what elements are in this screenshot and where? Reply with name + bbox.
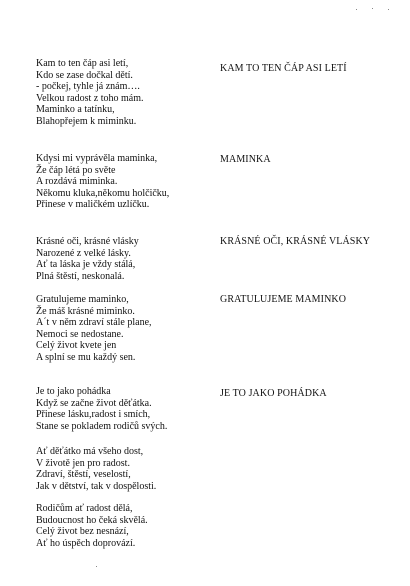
poem-line: Přinese v maličkém uzlíčku. (36, 199, 150, 211)
poem-line: Gratulujeme maminko, (36, 294, 129, 305)
poem-heading-gratulujeme: GRATULUJEME MAMINKO (220, 294, 347, 305)
poem-heading-je-to-jako-pohadka: JE TO JAKO POHÁDKA (220, 388, 327, 399)
poem-line: - počkej, tyhle já znám…. (36, 81, 140, 93)
poem-krasne-oci (36, 236, 211, 282)
scan-speck (96, 566, 97, 567)
poem-line: Nemoci se nedostane. (36, 328, 124, 340)
poem-line: Kdo se zase dočkal dětí. (36, 69, 133, 81)
poem-line: Když se začne život děťátka. (36, 397, 152, 409)
poem-line: Plná štěstí, neskonalá. (36, 270, 125, 282)
scan-speck (388, 9, 389, 10)
poem-line: Budoucnost ho čeká skvělá. (36, 514, 148, 526)
scan-speck (372, 8, 373, 9)
poem-line: Blahopřejem k miminku. (36, 115, 137, 127)
poem-line: Velkou radost z toho mám. (36, 92, 144, 104)
poem-line: Jak v dětství, tak v dospělosti. (36, 480, 157, 492)
poem-line: Celý život kvete jen (36, 340, 117, 352)
poem-at-detatko (36, 446, 211, 492)
poem-line: A splní se mu každý sen. (36, 351, 136, 363)
poem-line: Ať ho úspěch doprovází. (36, 537, 136, 549)
poem-line: Že máš krásné miminko. (36, 305, 135, 317)
poem-gratulujeme (36, 294, 211, 364)
poem-line: Ať děťátko má všeho dost, (36, 446, 144, 457)
poem-line: Kam to ten čáp asi letí, (36, 58, 129, 69)
poem-je-to-jako-pohadka (36, 386, 211, 432)
poem-line: Někomu kluka,někomu holčičku, (36, 187, 170, 199)
poem-line: Krásné oči, krásné vlásky (36, 236, 139, 247)
poem-line: Zdraví, štěstí, veselostí, (36, 469, 131, 481)
poem-line: V životě jen pro radost. (36, 457, 130, 469)
poem-line: Narozené z velké lásky. (36, 247, 131, 259)
poem-rodicum (36, 503, 211, 549)
poem-heading-krasne-oci: KRÁSNÉ OČI, KRÁSNÉ VLÁSKY (220, 236, 371, 247)
poem-line: Rodičům ať radost dělá, (36, 503, 133, 514)
poem-line: A´t v něm zdraví stále plane, (36, 317, 152, 329)
poem-heading-kam-to-ten-cap: KAM TO TEN ČÁP ASI LETÍ (220, 63, 347, 74)
poem-kam-to-ten-cap (36, 58, 211, 128)
poem-line: Je to jako pohádka (36, 386, 111, 397)
poem-line: Stane se pokladem rodičů svých. (36, 420, 168, 432)
poem-line: Že čáp létá po světe (36, 164, 116, 176)
poem-line: Ať ta láska je vždy stálá, (36, 259, 136, 271)
poem-maminka (36, 153, 211, 211)
poem-line: A rozdává miminka. (36, 176, 118, 188)
poem-line: Přinese lásku,radost i smích, (36, 409, 151, 421)
poem-line: Celý život bez nesnází, (36, 526, 129, 538)
poem-heading-maminka: MAMINKA (220, 154, 271, 165)
scan-speck (356, 9, 357, 10)
poem-line: Maminko a tatínku, (36, 104, 115, 116)
poem-line: Kdysi mi vyprávěla maminka, (36, 153, 158, 164)
